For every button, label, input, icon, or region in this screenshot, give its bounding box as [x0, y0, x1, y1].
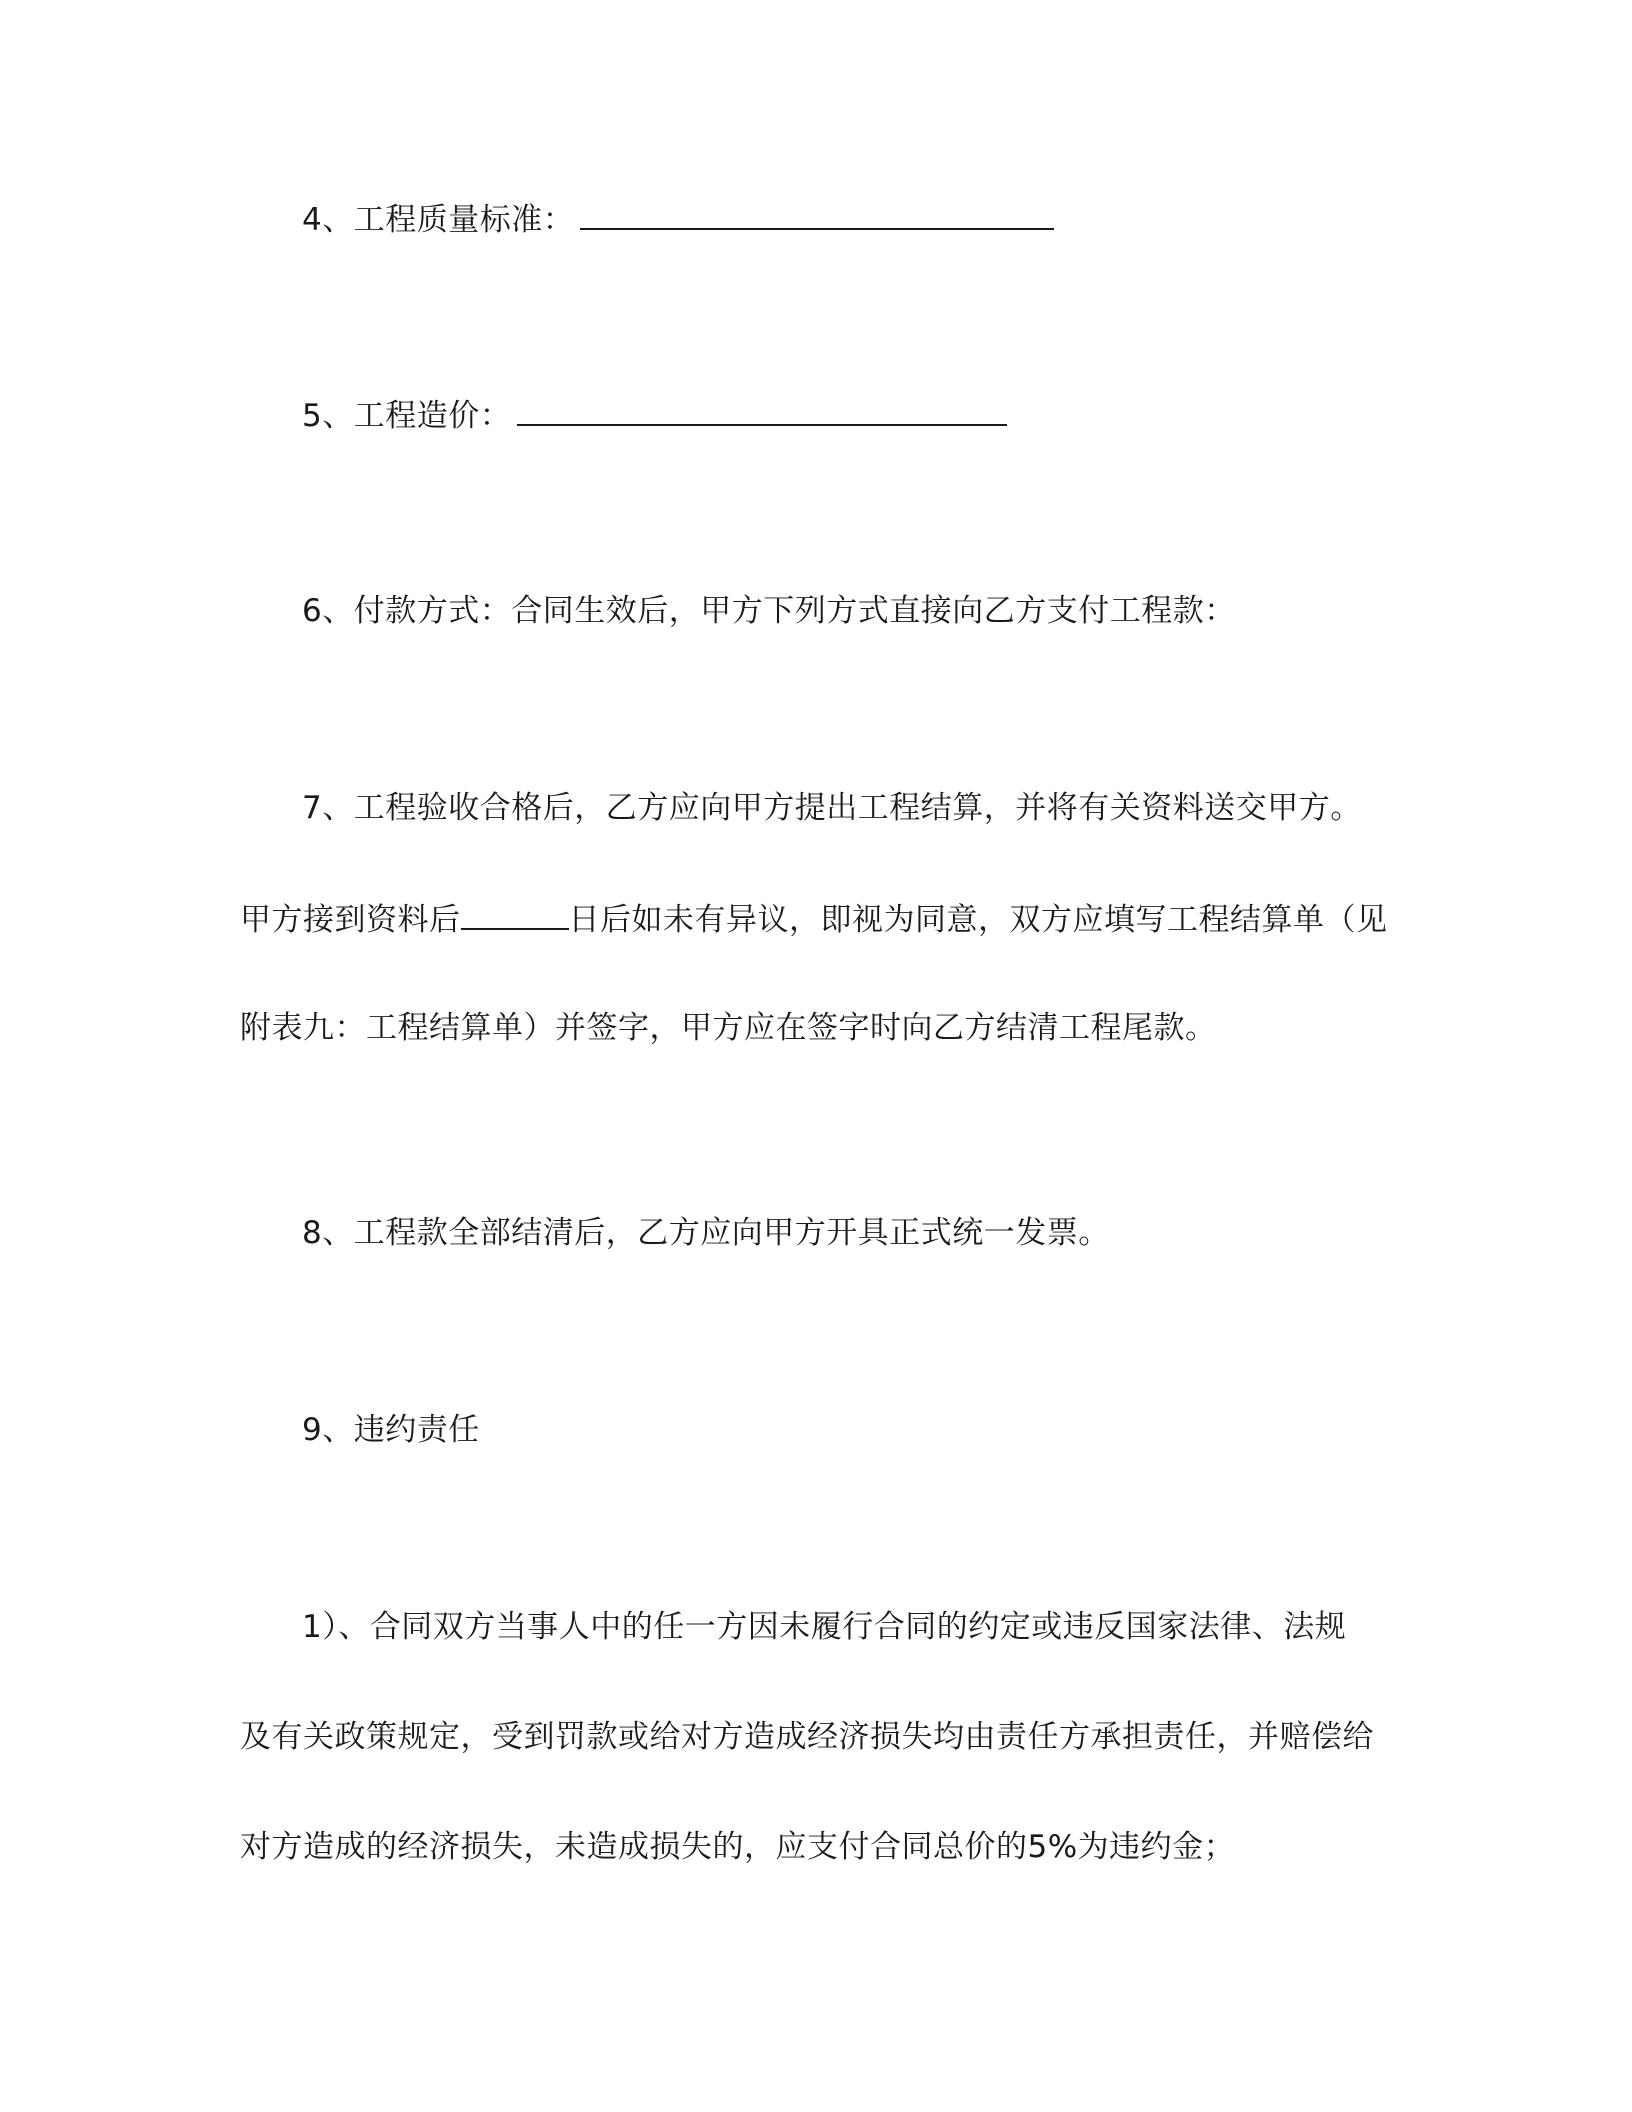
item-4-label: 4、工程质量标准：: [302, 202, 575, 238]
item-8-text: 8、工程款全部结清后，乙方应向甲方开具正式统一发票。: [302, 1215, 1110, 1251]
item-9-sub-1-line-1: [302, 1607, 1346, 1647]
item-9-sub-1-line-1-text: 1）、合同双方当事人中的任一方因未履行合同的约定或违反国家法律、法规: [302, 1609, 1347, 1645]
item-7-line-2-after: 日后如未有异议，即视为同意，双方应填写工程结算单（见: [568, 902, 1388, 938]
item-6-text: 6、付款方式：合同生效后，甲方下列方式直接向乙方支付工程款：: [302, 593, 1236, 629]
item-5-project-cost: [302, 394, 1007, 436]
item-7-line-1: [302, 788, 1362, 828]
item-9-sub-1-line-2: [240, 1717, 1374, 1757]
item-9-title-text: 9、违约责任: [302, 1412, 480, 1448]
quality-standard-blank[interactable]: [580, 198, 1054, 230]
item-9-title: [302, 1410, 480, 1450]
item-4-quality-standard: [302, 198, 1054, 240]
item-7-line-2-before: 甲方接到资料后: [240, 902, 461, 938]
item-9-sub-1-line-3-text: 对方造成的经济损失，未造成损失的，应支付合同总价的5%为违约金；: [240, 1829, 1236, 1865]
days-blank[interactable]: [461, 898, 569, 930]
item-6-payment-method: [302, 591, 1236, 631]
item-7-line-3-text: 附表九：工程结算单）并签字，甲方应在签字时向乙方结清工程尾款。: [240, 1010, 1217, 1046]
item-5-label: 5、工程造价：: [302, 398, 512, 434]
item-7-line-2: [240, 898, 1388, 940]
item-8-invoice: [302, 1213, 1110, 1253]
item-9-sub-1-line-2-text: 及有关政策规定，受到罚款或给对方造成经济损失均由责任方承担责任，并赔偿给: [240, 1719, 1374, 1755]
project-cost-blank[interactable]: [517, 394, 1007, 426]
item-7-line-3: [240, 1008, 1217, 1048]
item-7-line-1-text: 7、工程验收合格后，乙方应向甲方提出工程结算，并将有关资料送交甲方。: [302, 790, 1362, 826]
item-9-sub-1-line-3: [240, 1827, 1235, 1867]
